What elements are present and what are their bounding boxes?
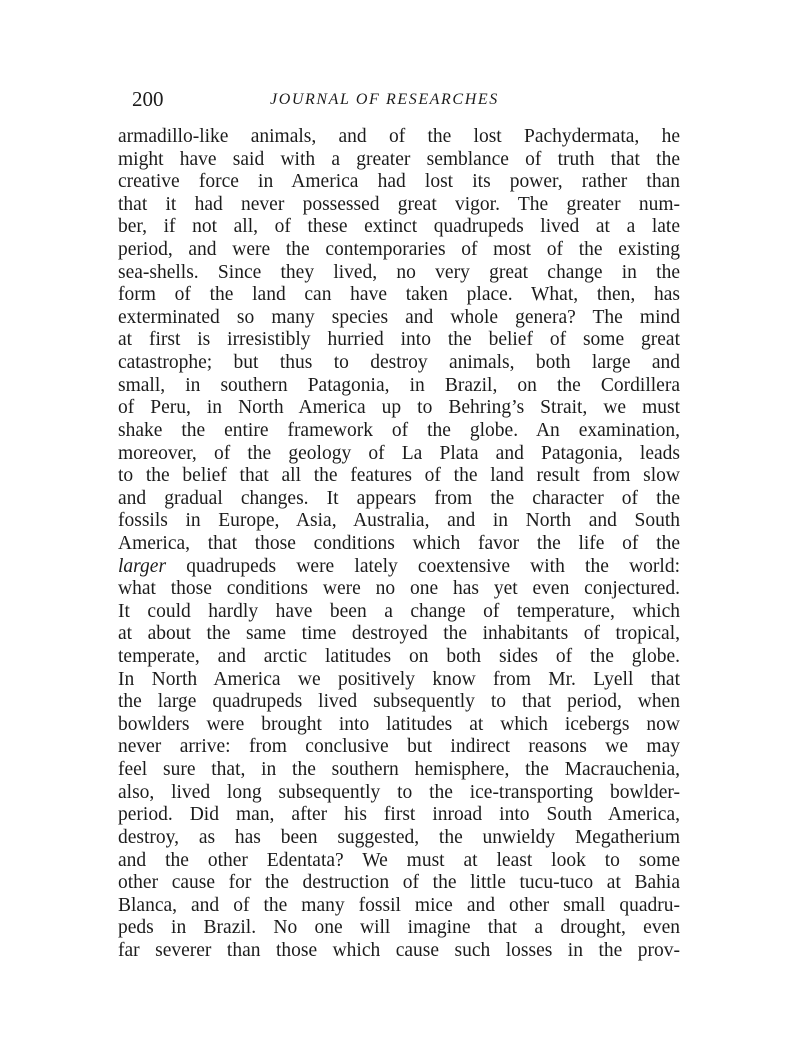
text-line: at about the same time destroyed the inhabitants of tropical, [118,623,680,645]
emphasis: larger [118,555,167,577]
text-line: small, in southern Patagonia, in Brazil, on the Cordillera [118,374,680,396]
text-line: temperate, and arctic latitudes on both sides of the globe. [118,646,680,668]
text-line: armadillo-like animals, and of the lost Pachydermata, he [118,126,680,147]
text-line: shake the entire framework of the globe. An examination, [118,419,680,441]
text-line: period. Did man, after his first inroad into South America, [118,804,680,826]
text-line: other cause for the destruction of the little tucu-tuco at Bahia [118,872,680,894]
text-line: creative force in America had lost its power, rather than [118,171,680,193]
text-line: feel sure that, in the southern hemisphere, the Macrauchenia, [118,759,680,781]
text-line: It could hardly have been a change of temperature, which [118,600,680,622]
text-line: never arrive: from conclusive but indirect reasons we may [118,736,680,758]
text-line: In North America we positively know from Mr. Lyell that [118,668,680,690]
text-line: to the belief that all the features of the land result from slow [118,465,680,487]
text-line: at first is irresistibly hurried into the belief of some great [118,329,680,351]
text-line: also, lived long subsequently to the ice-transporting bowlder- [118,781,680,803]
text-line: peds in Brazil. No one will imagine that a drought, even [118,917,680,939]
text-line: period, and were the contemporaries of most of the existing [118,239,680,261]
text-line: form of the land can have taken place. What, then, has [118,284,680,306]
text-line: sea-shells. Since they lived, no very great change in the [118,261,680,283]
text-line: might have said with a greater semblance of truth that the [118,148,680,170]
text-line: fossils in Europe, Asia, Australia, and in North and South [118,510,680,532]
text-line: that it had never possessed great vigor. The greater num- [118,193,680,215]
text-line: Blanca, and of the many fossil mice and other small quadru- [118,894,680,916]
page-number: 200 [132,87,164,111]
running-head [132,86,680,116]
body-text [118,126,680,963]
text-line: destroy, as has been suggested, the unwieldy Megatherium [118,826,680,848]
text-line: catastrophe; but thus to destroy animals, both large and [118,352,680,374]
running-title: JOURNAL OF RESEARCHES [270,91,499,108]
text-line: what those conditions were no one has yet even conjectured. [118,578,680,600]
text-line: larger quadrupeds were lately coextensive with the world: [118,555,680,577]
text-line: ber, if not all, of these extinct quadrupeds lived at a late [118,216,680,238]
text-line: bowlders were brought into latitudes at which icebergs now [118,713,680,735]
text-line: America, that those conditions which favor the life of the [118,532,680,554]
text-line: far severer than those which cause such losses in the prov- [118,939,680,961]
text-line: moreover, of the geology of La Plata and Patagonia, leads [118,442,680,464]
text-line: and gradual changes. It appears from the character of the [118,487,680,509]
text-line: and the other Edentata? We must at least look to some [118,849,680,871]
text-line: the large quadrupeds lived subsequently to that period, when [118,691,680,713]
text-line: exterminated so many species and whole genera? The mind [118,306,680,328]
text-line: of Peru, in North America up to Behring’s Strait, we must [118,397,680,419]
